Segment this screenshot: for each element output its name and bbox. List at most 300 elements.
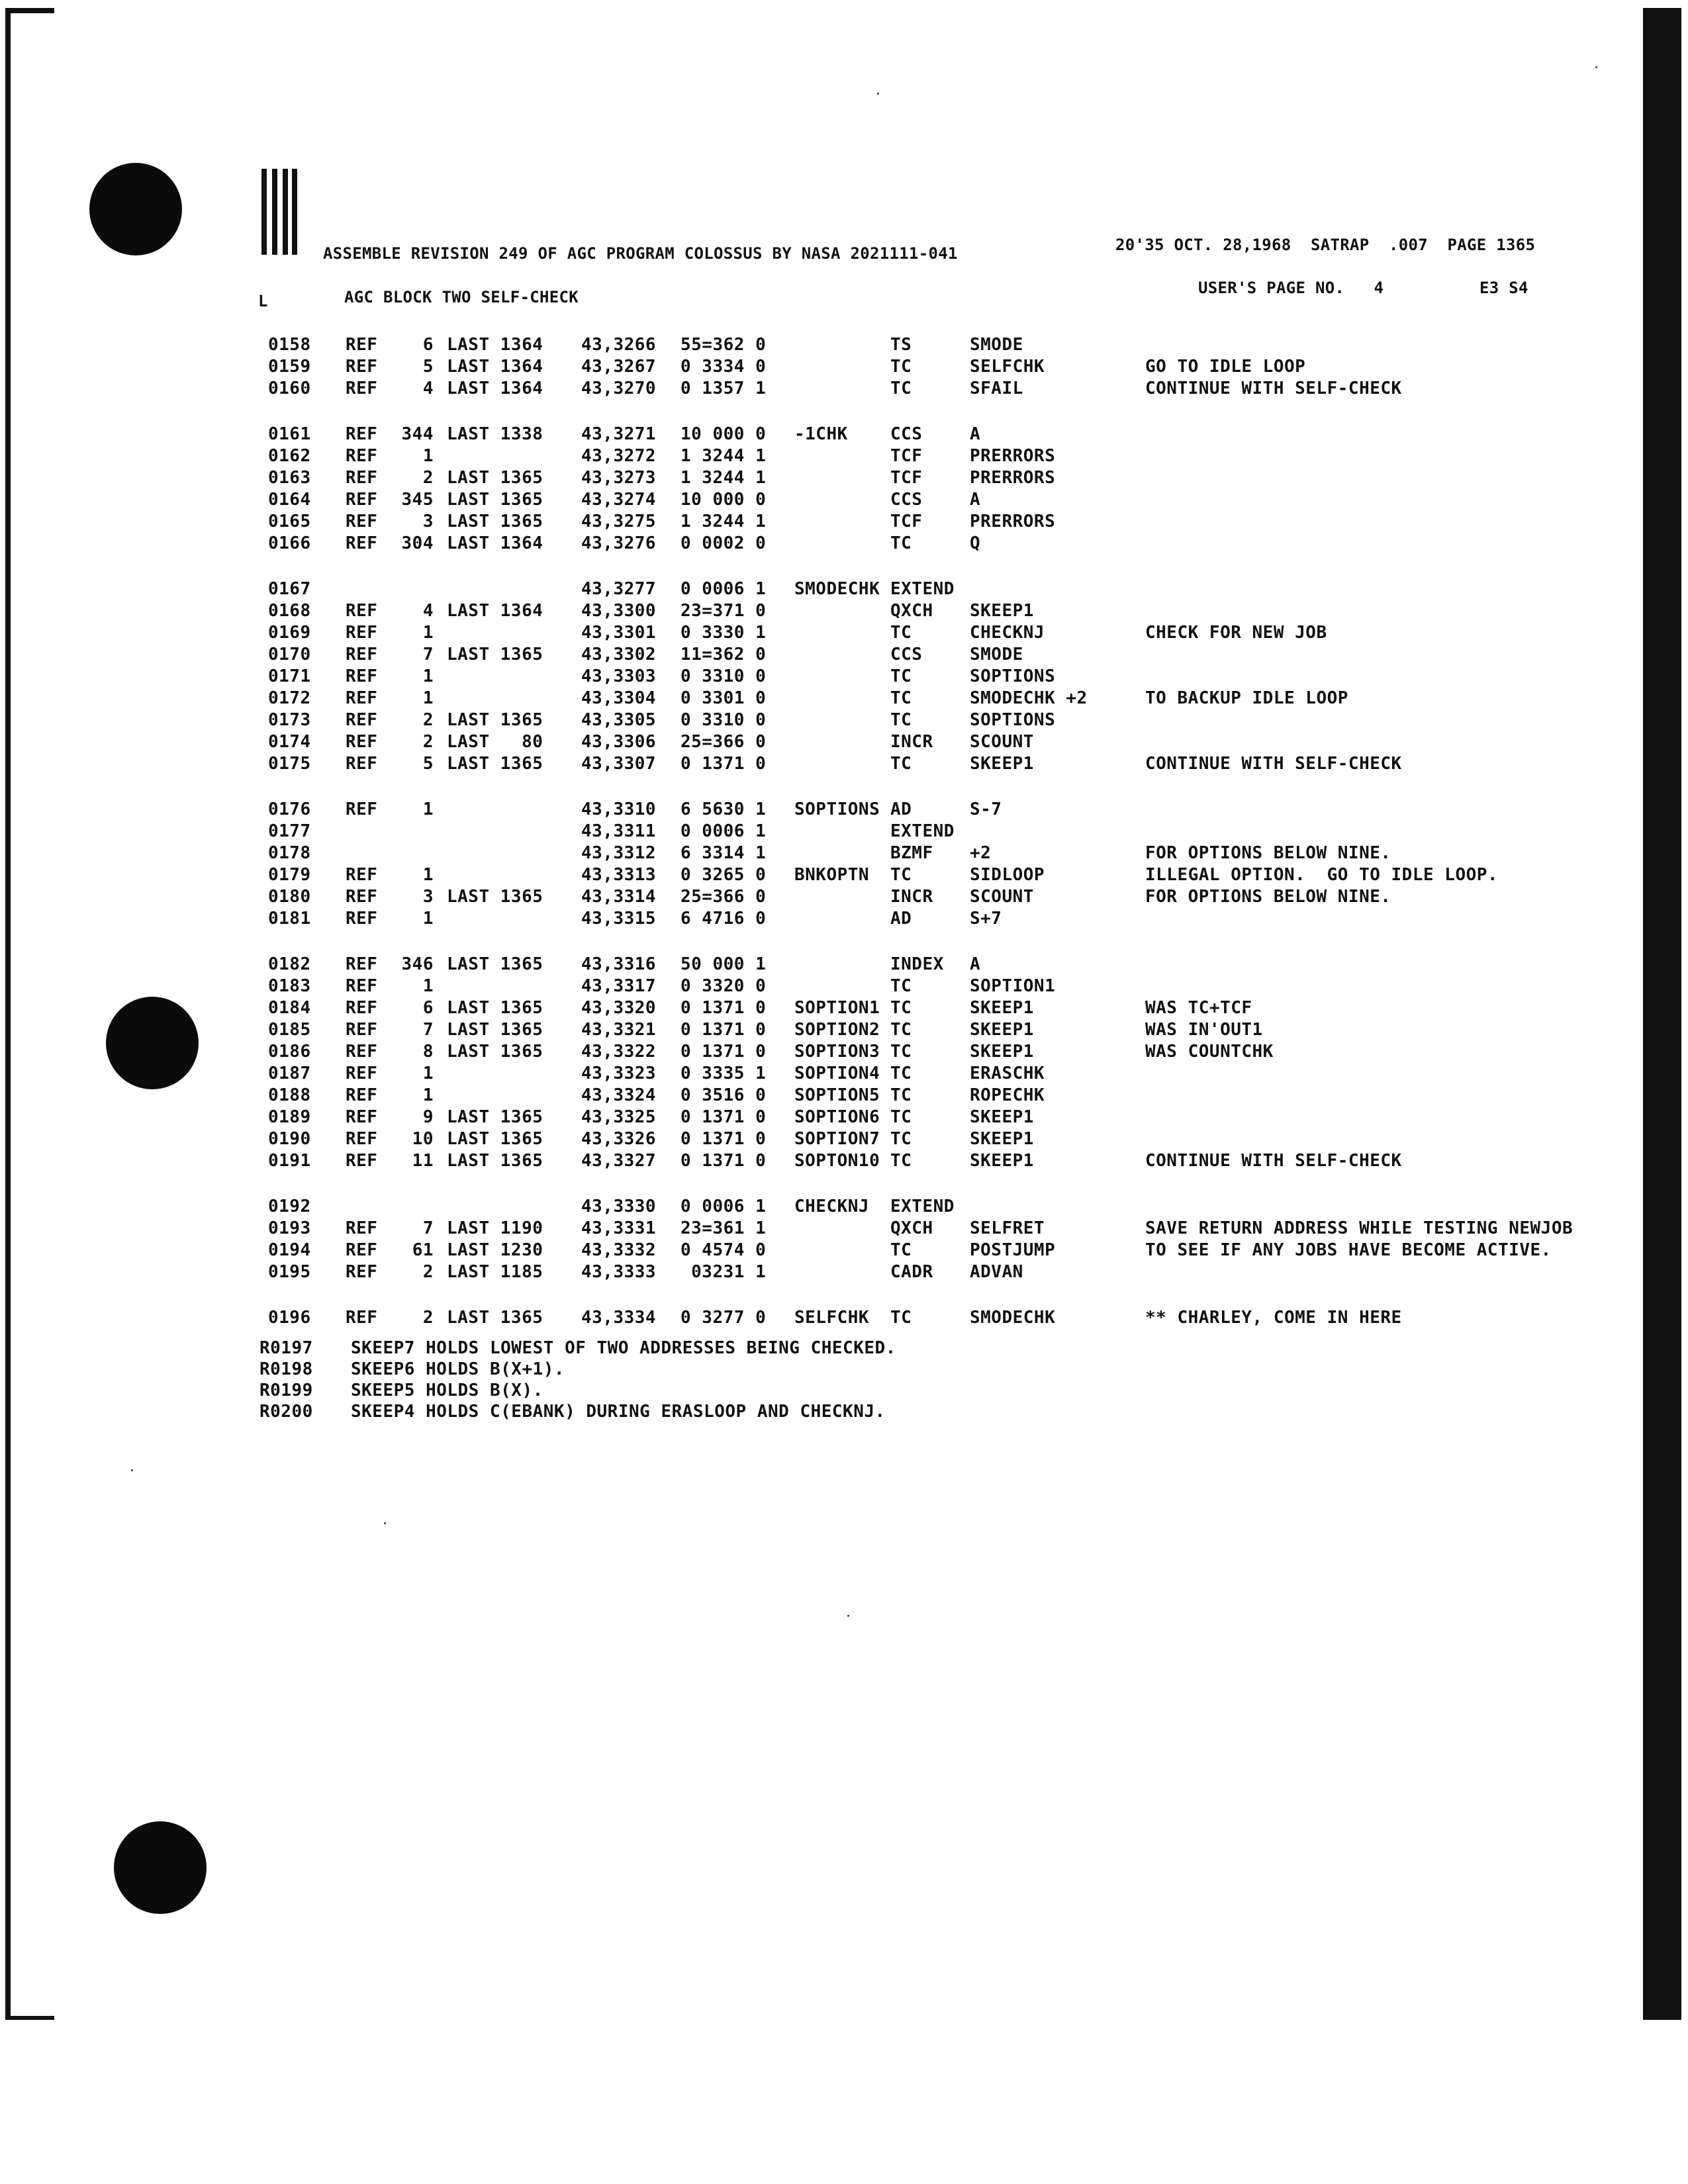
address: 43,3304 [581, 688, 657, 708]
right-frame-border [1643, 8, 1681, 2020]
label: SELFCHK [794, 1308, 870, 1328]
octal-word: 0 3265 0 [680, 865, 767, 885]
address: 43,3330 [581, 1197, 657, 1216]
address: 43,3300 [581, 601, 657, 621]
ref-count: 345 [401, 490, 434, 510]
ref-field: REF [346, 424, 378, 444]
remark-text: SKEEP4 HOLDS C(EBANK) DURING ERASLOOP AND CHECKNJ. [351, 1402, 886, 1422]
address: 43,3317 [581, 976, 657, 996]
comment: SAVE RETURN ADDRESS WHILE TESTING NEWJOB [1145, 1218, 1573, 1238]
operand: ERASCHK [970, 1064, 1045, 1083]
operand: SOPTIONS [970, 710, 1056, 730]
label: -1CHK [794, 424, 848, 444]
comment: WAS TC+TCF [1145, 998, 1252, 1018]
octal-word: 23=371 0 [680, 601, 767, 621]
ref-count: 9 [422, 1107, 434, 1127]
last-ref: LAST 1364 [447, 379, 543, 398]
opcode: TC [890, 1020, 912, 1040]
operand: S-7 [970, 799, 1002, 819]
address: 43,3274 [581, 490, 657, 510]
octal-word: 0 0002 0 [680, 533, 767, 553]
line-number: 0190 [268, 1129, 311, 1149]
remark-number: R0198 [259, 1359, 313, 1379]
opcode: CCS [890, 645, 923, 664]
line-number: 0189 [268, 1107, 311, 1127]
line-number: 0183 [268, 976, 311, 996]
opcode: INDEX [890, 954, 944, 974]
address: 43,3327 [581, 1151, 657, 1171]
octal-word: 11=362 0 [680, 645, 767, 664]
comment: FOR OPTIONS BELOW NINE. [1145, 887, 1391, 907]
address: 43,3270 [581, 379, 657, 398]
ref-count: 3 [422, 887, 434, 907]
remark-text: SKEEP5 HOLDS B(X). [351, 1381, 543, 1400]
opcode: INCR [890, 732, 933, 752]
ref-field: REF [346, 1151, 378, 1171]
ref-count: 2 [422, 468, 434, 488]
address: 43,3326 [581, 1129, 657, 1149]
address: 43,3323 [581, 1064, 657, 1083]
address: 43,3301 [581, 623, 657, 643]
address: 43,3303 [581, 666, 657, 686]
opcode: TC [890, 666, 912, 686]
line-number: 0173 [268, 710, 311, 730]
ref-count: 2 [422, 732, 434, 752]
opcode: INCR [890, 887, 933, 907]
opcode: EXTEND [890, 821, 955, 841]
octal-word: 03231 1 [680, 1262, 767, 1282]
label: SOPTION3 [794, 1042, 880, 1062]
octal-word: 0 0006 1 [680, 1197, 767, 1216]
address: 43,3306 [581, 732, 657, 752]
ref-field: REF [346, 1042, 378, 1062]
octal-word: 55=362 0 [680, 335, 767, 355]
page-code: E3 S4 [1479, 279, 1528, 297]
last-ref: LAST 1364 [447, 335, 543, 355]
opcode: TCF [890, 468, 923, 488]
punch-hole-bottom [114, 1821, 207, 1914]
line-number: 0159 [268, 357, 311, 377]
ref-field: REF [346, 887, 378, 907]
header-left: ASSEMBLE REVISION 249 OF AGC PROGRAM COLOSSUS BY NASA 2021111-041 [323, 244, 958, 263]
ref-count: 1 [422, 666, 434, 686]
address: 43,3312 [581, 843, 657, 863]
registration-mark [261, 169, 301, 255]
punch-hole-top [89, 163, 182, 255]
address: 43,3332 [581, 1240, 657, 1260]
opcode: TC [890, 1107, 912, 1127]
comment: WAS COUNTCHK [1145, 1042, 1274, 1062]
last-ref: LAST 1365 [447, 1042, 543, 1062]
ref-count: 8 [422, 1042, 434, 1062]
ref-count: 1 [422, 1085, 434, 1105]
address: 43,3311 [581, 821, 657, 841]
label: SOPTION1 [794, 998, 880, 1018]
address: 43,3315 [581, 909, 657, 929]
last-ref: LAST 80 [447, 732, 543, 752]
line-number: 0162 [268, 446, 311, 466]
octal-word: 0 3301 0 [680, 688, 767, 708]
ref-field: REF [346, 623, 378, 643]
octal-word: 0 3334 0 [680, 357, 767, 377]
address: 43,3325 [581, 1107, 657, 1127]
ref-field: REF [346, 1020, 378, 1040]
octal-word: 0 1371 0 [680, 1107, 767, 1127]
comment: WAS IN'OUT1 [1145, 1020, 1263, 1040]
line-number: 0177 [268, 821, 311, 841]
operand: ADVAN [970, 1262, 1023, 1282]
ref-count: 2 [422, 710, 434, 730]
line-number: 0175 [268, 754, 311, 774]
last-ref: LAST 1365 [447, 998, 543, 1018]
line-number: 0161 [268, 424, 311, 444]
octal-word: 25=366 0 [680, 887, 767, 907]
operand: PRERRORS [970, 446, 1056, 466]
opcode: AD [890, 909, 912, 929]
octal-word: 0 3277 0 [680, 1308, 767, 1328]
ref-count: 1 [422, 976, 434, 996]
ref-count: 1 [422, 1064, 434, 1083]
ref-count: 7 [422, 645, 434, 664]
line-number: 0176 [268, 799, 311, 819]
operand: ROPECHK [970, 1085, 1045, 1105]
opcode: QXCH [890, 601, 933, 621]
opcode: TC [890, 998, 912, 1018]
opcode: BZMF [890, 843, 933, 863]
address: 43,3267 [581, 357, 657, 377]
ref-field: REF [346, 666, 378, 686]
page-title: AGC BLOCK TWO SELF-CHECK [344, 288, 579, 306]
operand: PRERRORS [970, 468, 1056, 488]
opcode: QXCH [890, 1218, 933, 1238]
opcode: CADR [890, 1262, 933, 1282]
line-number: 0169 [268, 623, 311, 643]
label: SOPTON10 [794, 1151, 880, 1171]
line-number: 0196 [268, 1308, 311, 1328]
octal-word: 0 3310 0 [680, 710, 767, 730]
ref-count: 7 [422, 1020, 434, 1040]
line-number: 0180 [268, 887, 311, 907]
operand: SOPTIONS [970, 666, 1056, 686]
opcode: TC [890, 1240, 912, 1260]
last-ref: LAST 1365 [447, 710, 543, 730]
octal-word: 50 000 1 [680, 954, 767, 974]
ref-count: 11 [412, 1151, 434, 1171]
operand: SKEEP1 [970, 754, 1034, 774]
address: 43,3305 [581, 710, 657, 730]
ref-field: REF [346, 954, 378, 974]
address: 43,3314 [581, 887, 657, 907]
ref-count: 4 [422, 601, 434, 621]
ref-field: REF [346, 976, 378, 996]
octal-word: 0 3330 1 [680, 623, 767, 643]
opcode: TC [890, 754, 912, 774]
ref-field: REF [346, 335, 378, 355]
opcode: TC [890, 1042, 912, 1062]
address: 43,3266 [581, 335, 657, 355]
ref-count: 2 [422, 1308, 434, 1328]
octal-word: 0 0006 1 [680, 821, 767, 841]
octal-word: 0 1371 0 [680, 1129, 767, 1149]
comment: CHECK FOR NEW JOB [1145, 623, 1327, 643]
ref-field: REF [346, 512, 378, 531]
ref-field: REF [346, 1107, 378, 1127]
last-ref: LAST 1190 [447, 1218, 543, 1238]
ref-field: REF [346, 1064, 378, 1083]
comment: TO BACKUP IDLE LOOP [1145, 688, 1348, 708]
operand: SCOUNT [970, 887, 1034, 907]
ref-field: REF [346, 998, 378, 1018]
comment: ILLEGAL OPTION. GO TO IDLE LOOP. [1145, 865, 1499, 885]
last-ref: LAST 1365 [447, 512, 543, 531]
ref-field: REF [346, 865, 378, 885]
opcode: TC [890, 533, 912, 553]
line-number: 0178 [268, 843, 311, 863]
last-ref: LAST 1185 [447, 1262, 543, 1282]
line-number: 0164 [268, 490, 311, 510]
ref-count: 5 [422, 357, 434, 377]
address: 43,3271 [581, 424, 657, 444]
octal-word: 0 1371 0 [680, 998, 767, 1018]
line-number: 0186 [268, 1042, 311, 1062]
opcode: TC [890, 1151, 912, 1171]
operand: Q [970, 533, 981, 553]
opcode: TC [890, 379, 912, 398]
operand: SKEEP1 [970, 1129, 1034, 1149]
ref-field: REF [346, 446, 378, 466]
ref-count: 61 [412, 1240, 434, 1260]
line-number: 0191 [268, 1151, 311, 1171]
address: 43,3320 [581, 998, 657, 1018]
ref-field: REF [346, 468, 378, 488]
opcode: CCS [890, 424, 923, 444]
ref-count: 1 [422, 446, 434, 466]
opcode: AD [890, 799, 912, 819]
opcode: TC [890, 865, 912, 885]
header-marker: L [258, 292, 268, 310]
octal-word: 1 3244 1 [680, 446, 767, 466]
address: 43,3276 [581, 533, 657, 553]
octal-word: 0 3310 0 [680, 666, 767, 686]
address: 43,3322 [581, 1042, 657, 1062]
last-ref: LAST 1365 [447, 954, 543, 974]
line-number: 0194 [268, 1240, 311, 1260]
ref-count: 1 [422, 623, 434, 643]
operand: SCOUNT [970, 732, 1034, 752]
octal-word: 0 1371 0 [680, 1020, 767, 1040]
address: 43,3272 [581, 446, 657, 466]
address: 43,3310 [581, 799, 657, 819]
remark-number: R0200 [259, 1402, 313, 1422]
speck [384, 1522, 386, 1524]
operand: SKEEP1 [970, 1107, 1034, 1127]
operand: POSTJUMP [970, 1240, 1056, 1260]
opcode: TC [890, 1129, 912, 1149]
line-number: 0158 [268, 335, 311, 355]
remark-number: R0197 [259, 1338, 313, 1358]
octal-word: 0 1371 0 [680, 1151, 767, 1171]
header-right: 20'35 OCT. 28,1968 SATRAP .007 PAGE 1365 [1115, 236, 1536, 254]
operand: SMODE [970, 335, 1023, 355]
ref-field: REF [346, 533, 378, 553]
line-number: 0181 [268, 909, 311, 929]
octal-word: 0 3516 0 [680, 1085, 767, 1105]
ref-count: 1 [422, 799, 434, 819]
address: 43,3324 [581, 1085, 657, 1105]
ref-count: 1 [422, 909, 434, 929]
line-number: 0187 [268, 1064, 311, 1083]
octal-word: 0 1371 0 [680, 754, 767, 774]
address: 43,3331 [581, 1218, 657, 1238]
last-ref: LAST 1365 [447, 754, 543, 774]
octal-word: 6 5630 1 [680, 799, 767, 819]
comment: ** CHARLEY, COME IN HERE [1145, 1308, 1402, 1328]
operand: SKEEP1 [970, 1020, 1034, 1040]
ref-field: REF [346, 909, 378, 929]
operand: SKEEP1 [970, 601, 1034, 621]
operand: A [970, 954, 981, 974]
label: SOPTION5 [794, 1085, 880, 1105]
label: SOPTION2 [794, 1020, 880, 1040]
speck [131, 1469, 133, 1471]
speck [847, 1615, 849, 1617]
operand: SELFCHK [970, 357, 1045, 377]
opcode: TC [890, 1308, 912, 1328]
operand: SMODECHK [970, 1308, 1056, 1328]
opcode: TCF [890, 512, 923, 531]
ref-count: 3 [422, 512, 434, 531]
speck [877, 93, 879, 95]
octal-word: 0 4574 0 [680, 1240, 767, 1260]
operand: SMODE [970, 645, 1023, 664]
punch-hole-middle [106, 997, 199, 1089]
ref-count: 1 [422, 688, 434, 708]
line-number: 0160 [268, 379, 311, 398]
line-number: 0184 [268, 998, 311, 1018]
line-number: 0179 [268, 865, 311, 885]
speck [1595, 66, 1597, 68]
ref-field: REF [346, 1262, 378, 1282]
address: 43,3313 [581, 865, 657, 885]
remark-text: SKEEP6 HOLDS B(X+1). [351, 1359, 565, 1379]
line-number: 0170 [268, 645, 311, 664]
user-page-number: USER'S PAGE NO. 4 [1198, 279, 1384, 297]
octal-word: 25=366 0 [680, 732, 767, 752]
octal-word: 1 3244 1 [680, 512, 767, 531]
address: 43,3277 [581, 579, 657, 599]
opcode: TC [890, 688, 912, 708]
last-ref: LAST 1365 [447, 490, 543, 510]
last-ref: LAST 1365 [447, 1308, 543, 1328]
line-number: 0195 [268, 1262, 311, 1282]
address: 43,3302 [581, 645, 657, 664]
address: 43,3307 [581, 754, 657, 774]
octal-word: 10 000 0 [680, 424, 767, 444]
address: 43,3333 [581, 1262, 657, 1282]
operand: SFAIL [970, 379, 1023, 398]
opcode: EXTEND [890, 579, 955, 599]
octal-word: 23=361 1 [680, 1218, 767, 1238]
last-ref: LAST 1365 [447, 887, 543, 907]
operand: SKEEP1 [970, 998, 1034, 1018]
opcode: TC [890, 1085, 912, 1105]
label: SOPTION6 [794, 1107, 880, 1127]
remark-number: R0199 [259, 1381, 313, 1400]
last-ref: LAST 1364 [447, 601, 543, 621]
line-number: 0168 [268, 601, 311, 621]
ref-count: 1 [422, 865, 434, 885]
comment: CONTINUE WITH SELF-CHECK [1145, 379, 1402, 398]
line-number: 0171 [268, 666, 311, 686]
octal-word: 0 1371 0 [680, 1042, 767, 1062]
last-ref: LAST 1364 [447, 357, 543, 377]
remark-text: SKEEP7 HOLDS LOWEST OF TWO ADDRESSES BEING CHECKED. [351, 1338, 896, 1358]
octal-word: 1 3244 1 [680, 468, 767, 488]
ref-count: 10 [412, 1129, 434, 1149]
ref-count: 6 [422, 998, 434, 1018]
operand: SOPTION1 [970, 976, 1056, 996]
label: CHECKNJ [794, 1197, 870, 1216]
ref-field: REF [346, 490, 378, 510]
address: 43,3273 [581, 468, 657, 488]
octal-word: 0 0006 1 [680, 579, 767, 599]
left-frame-border [5, 8, 54, 2020]
last-ref: LAST 1365 [447, 1129, 543, 1149]
last-ref: LAST 1365 [447, 645, 543, 664]
opcode: EXTEND [890, 1197, 955, 1216]
operand: PRERRORS [970, 512, 1056, 531]
address: 43,3334 [581, 1308, 657, 1328]
label: BNKOPTN [794, 865, 870, 885]
operand: +2 [970, 843, 992, 863]
ref-count: 6 [422, 335, 434, 355]
opcode: CCS [890, 490, 923, 510]
comment: TO SEE IF ANY JOBS HAVE BECOME ACTIVE. [1145, 1240, 1552, 1260]
opcode: TC [890, 710, 912, 730]
ref-count: 346 [401, 954, 434, 974]
operand: SKEEP1 [970, 1042, 1034, 1062]
address: 43,3321 [581, 1020, 657, 1040]
ref-field: REF [346, 754, 378, 774]
ref-field: REF [346, 1129, 378, 1149]
opcode: TC [890, 357, 912, 377]
opcode: TCF [890, 446, 923, 466]
line-number: 0166 [268, 533, 311, 553]
opcode: TC [890, 976, 912, 996]
octal-word: 6 3314 1 [680, 843, 767, 863]
address: 43,3316 [581, 954, 657, 974]
line-number: 0185 [268, 1020, 311, 1040]
last-ref: LAST 1338 [447, 424, 543, 444]
ref-field: REF [346, 710, 378, 730]
ref-field: REF [346, 645, 378, 664]
operand: A [970, 424, 981, 444]
operand: SIDLOOP [970, 865, 1045, 885]
last-ref: LAST 1365 [447, 468, 543, 488]
line-number: 0188 [268, 1085, 311, 1105]
line-number: 0193 [268, 1218, 311, 1238]
ref-field: REF [346, 799, 378, 819]
line-number: 0163 [268, 468, 311, 488]
last-ref: LAST 1230 [447, 1240, 543, 1260]
ref-count: 7 [422, 1218, 434, 1238]
octal-word: 10 000 0 [680, 490, 767, 510]
ref-count: 4 [422, 379, 434, 398]
address: 43,3275 [581, 512, 657, 531]
ref-field: REF [346, 1240, 378, 1260]
line-number: 0192 [268, 1197, 311, 1216]
label: SOPTIONS [794, 799, 880, 819]
